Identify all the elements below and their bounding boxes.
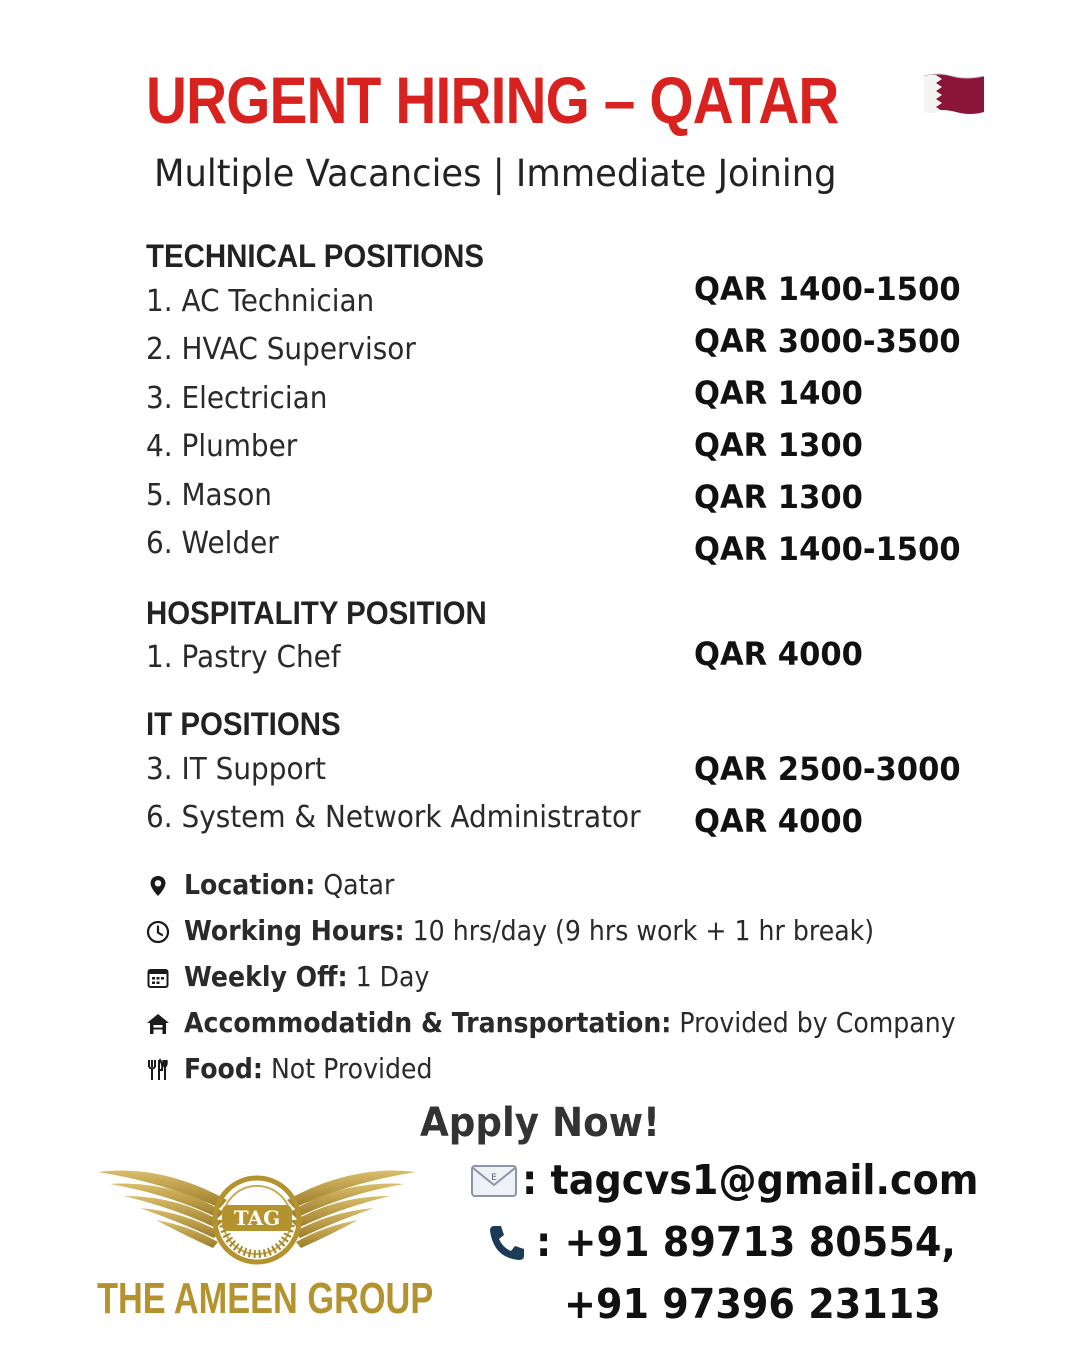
detail-value: Provided by Company [671, 1006, 956, 1039]
subtitle: Multiple Vacancies | Immediate Joining [154, 152, 837, 195]
job-title: 5. Mason [146, 478, 272, 513]
phone-icon [486, 1222, 528, 1264]
contact-phone-2[interactable]: +91 97396 23113 [564, 1280, 941, 1328]
job-salary: QAR 4000 [694, 802, 863, 840]
job-title: 1. Pastry Chef [146, 640, 341, 675]
section-heading-hospitality: HOSPITALITY POSITION [146, 595, 487, 631]
job-salary: QAR 1300 [694, 426, 863, 464]
detail-value: 1 Day [347, 960, 430, 993]
svg-text:E: E [491, 1173, 497, 1183]
job-salary: QAR 1400-1500 [694, 270, 961, 308]
company-name: THE AMEEN GROUP [97, 1274, 434, 1323]
job-title: 4. Plumber [146, 429, 298, 464]
job-salary: QAR 4000 [694, 635, 863, 673]
job-title: 3. IT Support [146, 752, 326, 787]
section-heading-technical: TECHNICAL POSITIONS [146, 238, 485, 274]
job-title: 6. Welder [146, 526, 279, 561]
qatar-flag-icon [922, 72, 986, 118]
detail-label: Food: [184, 1052, 263, 1085]
job-salary: QAR 2500-3000 [694, 750, 961, 788]
job-title: 3. Electrician [146, 381, 328, 416]
detail-value: Not Provided [262, 1052, 433, 1085]
page-title: URGENT HIRING – QATAR [146, 63, 839, 137]
house-icon [146, 1012, 170, 1036]
cutlery-icon [146, 1058, 170, 1082]
job-title: 2. HVAC Supervisor [146, 332, 416, 367]
detail-label: Accommodatidn & Transportation: [184, 1006, 672, 1039]
location-pin-icon [146, 874, 170, 898]
detail-value: 10 hrs/day (9 hrs work + 1 hr break) [404, 914, 875, 947]
job-salary: QAR 1400 [694, 374, 863, 412]
envelope-icon [470, 1163, 518, 1199]
detail-value: Qatar [315, 868, 395, 901]
logo-badge-text: TAG [233, 1206, 281, 1230]
section-heading-it: IT POSITIONS [146, 706, 341, 742]
job-salary: QAR 3000-3500 [694, 322, 961, 360]
clock-icon [146, 920, 170, 944]
detail-label: Working Hours: [184, 914, 405, 947]
contact-email[interactable]: : tagcvs1@gmail.com [522, 1156, 979, 1204]
contact-phone-1[interactable]: : +91 89713 80554, [536, 1218, 956, 1266]
detail-label: Location: [184, 868, 316, 901]
calendar-icon [146, 966, 170, 990]
job-salary: QAR 1300 [694, 478, 863, 516]
job-title: 1. AC Technician [146, 284, 375, 319]
job-salary: QAR 1400-1500 [694, 530, 961, 568]
job-title: 6. System & Network Administrator [146, 800, 641, 835]
apply-heading: Apply Now! [420, 1100, 661, 1146]
detail-label: Weekly Off: [184, 960, 348, 993]
